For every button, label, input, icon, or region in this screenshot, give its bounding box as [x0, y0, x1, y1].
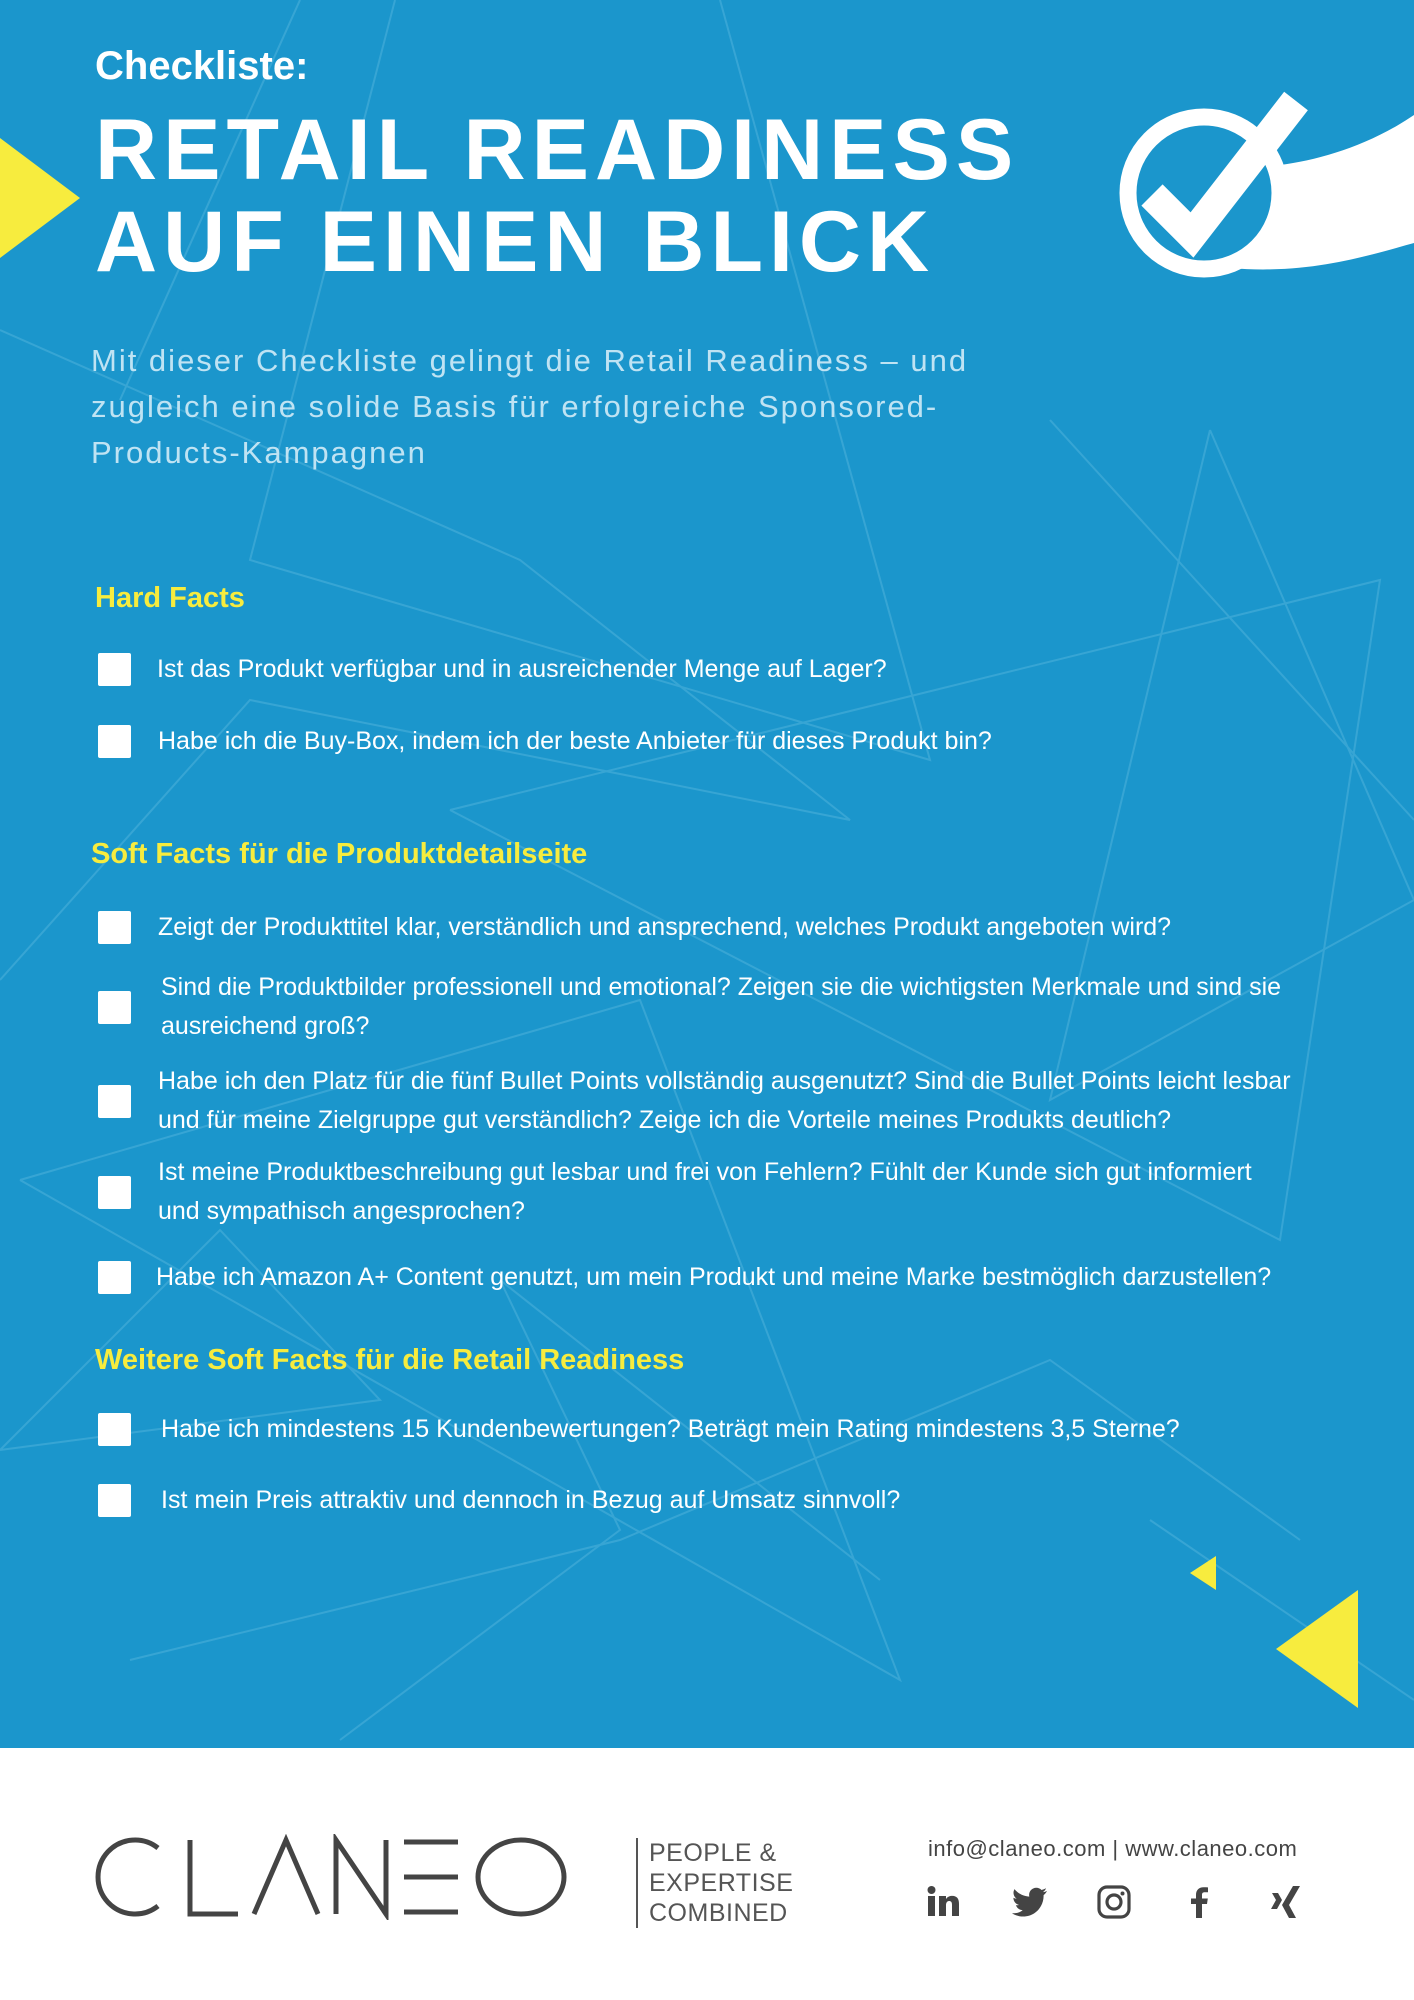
section-title-hard-facts: Hard Facts	[95, 582, 245, 614]
tagline-line-1: PEOPLE &	[649, 1839, 777, 1867]
checklist-item-text: Ist das Produkt verfügbar und in ausreichender Menge auf Lager?	[157, 655, 887, 683]
checkmark-badge-icon	[1110, 85, 1414, 285]
intro-text: Mit dieser Checkliste gelingt die Retail Readiness – und zugleich eine solide Basis für erfolgreiche Sponsored-Products-Kampagnen	[91, 343, 969, 470]
checkbox[interactable]	[98, 1261, 131, 1294]
checklist-item-text: Habe ich Amazon A+ Content genutzt, um mein Produkt und meine Marke bestmöglich darzustellen?	[156, 1263, 1272, 1291]
checkbox[interactable]	[98, 911, 131, 944]
checklist-item	[98, 1410, 1348, 1449]
claneo-logo	[86, 1834, 586, 1920]
xing-icon[interactable]	[1266, 1882, 1306, 1922]
checklist-item	[98, 968, 1348, 1046]
page-title-line-2: AUF EINEN BLICK	[95, 194, 936, 290]
section-title-weitere-soft-facts: Weitere Soft Facts für die Retail Readiness	[95, 1344, 685, 1376]
checkbox[interactable]	[98, 991, 131, 1024]
checklist-item-text: Habe ich mindestens 15 Kundenbewertungen? Beträgt mein Rating mindestens 3,5 Sterne?	[161, 1415, 1180, 1443]
checkbox[interactable]	[98, 1484, 131, 1517]
page-title-line-1: RETAIL READINESS	[95, 102, 1020, 198]
instagram-icon[interactable]	[1094, 1882, 1134, 1922]
checkbox[interactable]	[98, 725, 131, 758]
checklist-item-text: Ist meine Produktbeschreibung gut lesbar und frei von Fehlern? Fühlt der Kunde sich gut informiert und sympathisch angesprochen?	[158, 1158, 1252, 1225]
twitter-icon[interactable]	[1010, 1882, 1050, 1922]
checklist-item	[98, 1153, 1348, 1231]
tagline	[636, 1838, 793, 1928]
facebook-icon[interactable]	[1180, 1882, 1220, 1922]
checklist-item	[98, 1258, 1388, 1297]
tagline-line-3: COMBINED	[649, 1899, 788, 1927]
checklist-item-text: Habe ich die Buy-Box, indem ich der beste Anbieter für dieses Produkt bin?	[158, 727, 992, 755]
checkbox[interactable]	[98, 1085, 131, 1118]
checkbox[interactable]	[98, 1176, 131, 1209]
checklist-item	[98, 722, 1298, 761]
checklist-item	[98, 1062, 1348, 1140]
checklist-item	[98, 650, 1298, 689]
checklist-item	[98, 1481, 1348, 1520]
checklist-item-text: Ist mein Preis attraktiv und dennoch in Bezug auf Umsatz sinnvoll?	[161, 1486, 901, 1514]
kicker-label: Checkliste:	[95, 44, 309, 88]
checklist-item	[98, 908, 1348, 947]
yellow-triangle-bottom-right	[1276, 1590, 1358, 1708]
checklist-item-text: Sind die Produktbilder professionell und emotional? Zeigen sie die wichtigsten Merkmale und sind sie ausreichend groß?	[161, 973, 1282, 1040]
section-title-soft-facts: Soft Facts für die Produktdetailseite	[91, 838, 588, 870]
checkbox[interactable]	[98, 1413, 131, 1446]
contact-info[interactable]: info@claneo.com | www.claneo.com	[928, 1836, 1298, 1861]
yellow-triangle-small	[1190, 1556, 1216, 1590]
checklist-item-text: Zeigt der Produkttitel klar, verständlich und ansprechend, welches Produkt angeboten wird?	[158, 913, 1172, 941]
page-title	[95, 104, 1019, 288]
checkbox[interactable]	[98, 653, 131, 686]
checklist-item-text: Habe ich den Platz für die fünf Bullet Points vollständig ausgenutzt? Sind die Bullet Points leicht lesbar und für meine Zielgruppe gut verständlich? Zeige ich die Vorteile meines Produkts deutlich?	[158, 1067, 1291, 1134]
tagline-line-2: EXPERTISE	[649, 1869, 794, 1897]
linkedin-icon[interactable]	[924, 1882, 964, 1922]
yellow-triangle-left	[0, 138, 80, 258]
